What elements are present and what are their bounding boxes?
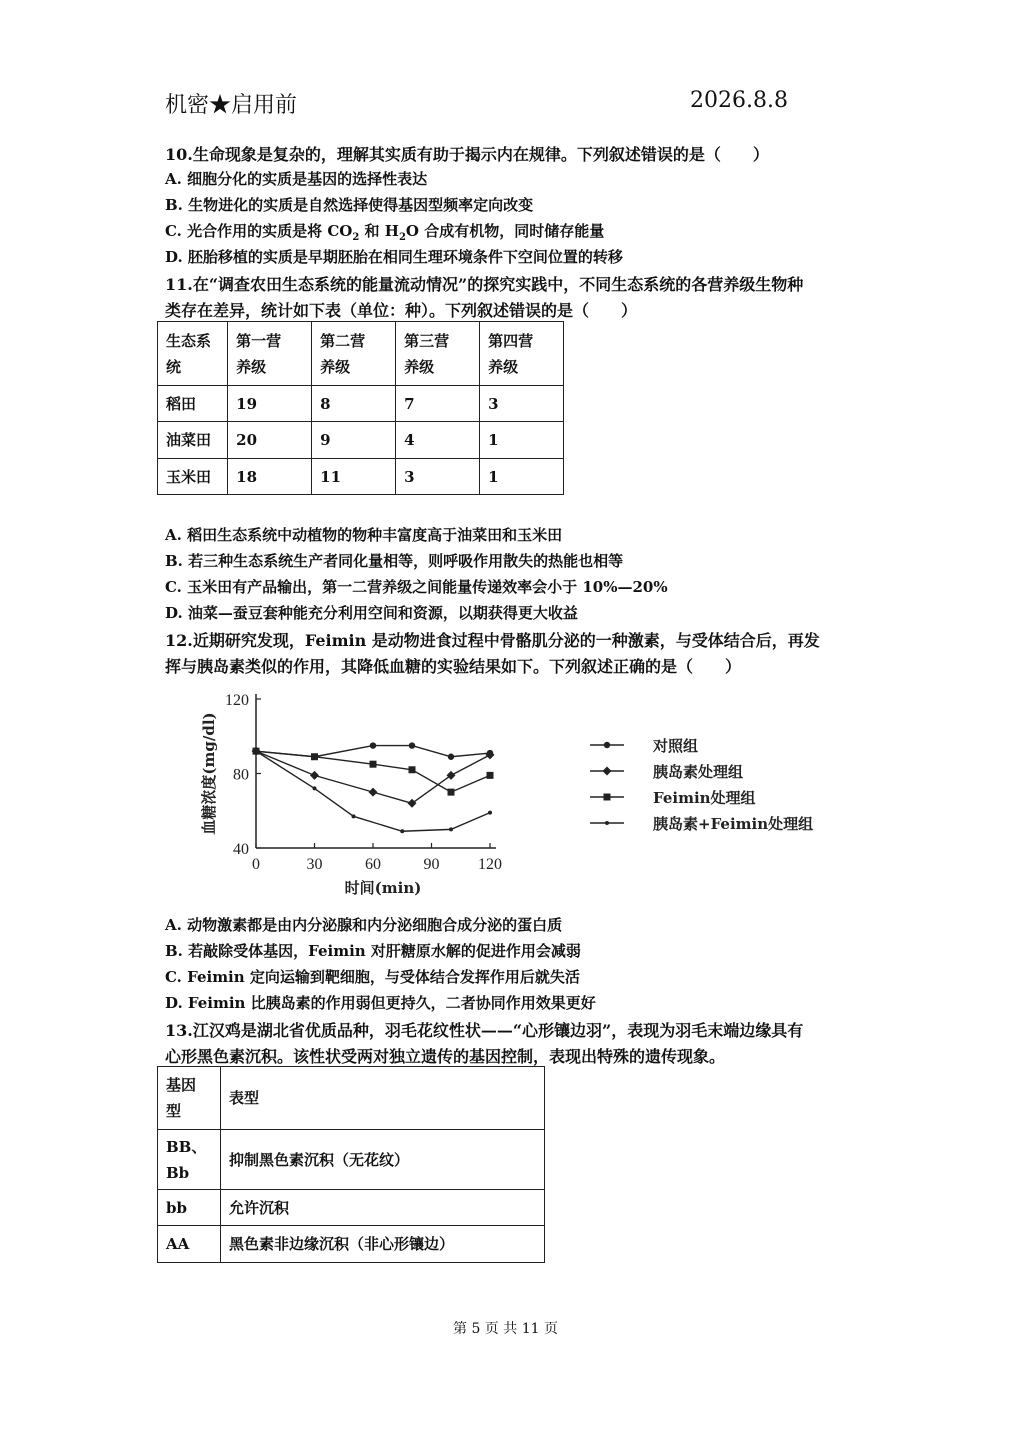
- data-point: [310, 771, 319, 780]
- table-cell: 18: [228, 459, 312, 495]
- table-header-cell: 第三营 养级: [396, 322, 480, 386]
- legend-label: 胰岛素处理组: [653, 763, 744, 781]
- table-cell: 11: [312, 459, 396, 495]
- table-header-cell: 第一营 养级: [228, 322, 312, 386]
- table-cell: 20: [228, 422, 312, 459]
- data-point: [488, 811, 492, 815]
- table-cell: 玉米田: [158, 459, 228, 495]
- q11-option-a: A. 稻田生态系统中动植物的物种丰富度高于油菜田和玉米田: [165, 526, 563, 544]
- table-header-row: [158, 322, 564, 386]
- q13-stem-line1: 13.江汉鸡是湖北省优质品种，羽毛花纹性状——“心形镶边羽”，表现为羽毛末端边缘具有: [165, 1021, 804, 1040]
- data-point: [370, 742, 376, 748]
- table-row: [158, 459, 564, 495]
- y-tick-label: 120: [225, 692, 249, 709]
- data-point: [352, 814, 356, 818]
- table-cell: 允许沉积: [221, 1190, 545, 1226]
- x-tick-label: 0: [252, 856, 260, 873]
- q11-option-b: B. 若三种生态系统生产者同化量相等，则呼吸作用散失的热能也相等: [165, 552, 624, 570]
- table-header-cell: 生态系 统: [158, 322, 228, 386]
- header-date: 2026.8.8: [690, 88, 788, 113]
- q13-table: [157, 1066, 545, 1263]
- table-cell: 19: [228, 386, 312, 422]
- legend-label: 对照组: [653, 737, 699, 755]
- y-axis-label: 血糖浓度(mg/dl): [200, 712, 218, 835]
- series-line: [256, 751, 490, 792]
- y-tick-label: 40: [233, 841, 249, 858]
- table-cell: 3: [396, 459, 480, 495]
- legend-marker: [605, 821, 609, 825]
- table-cell: bb: [158, 1190, 221, 1226]
- table-header-cell: 表型: [221, 1067, 545, 1130]
- table-header-row: [158, 1067, 545, 1130]
- table-row: [158, 386, 564, 422]
- data-point: [370, 761, 377, 768]
- data-point: [486, 750, 495, 759]
- q11-option-d: D. 油菜—蚕豆套种能充分利用空间和资源，以期获得更大收益: [165, 604, 578, 622]
- data-point: [448, 754, 454, 760]
- q12-option-b: B. 若敲除受体基因，Feimin 对肝糖原水解的促进作用会减弱: [165, 942, 581, 960]
- blood-glucose-chart: [150, 680, 870, 910]
- table-row: [158, 1190, 545, 1226]
- q10-option-c: C. 光合作用的实质是将 $CO_2$ 和 $H_2O$ 合成有机物，同时储存能量: [165, 222, 605, 243]
- data-point: [408, 799, 417, 808]
- table-cell: 油菜田: [158, 422, 228, 459]
- data-point: [313, 786, 317, 790]
- legend-label: 胰岛素+Feimin处理组: [653, 815, 814, 833]
- data-point: [409, 742, 415, 748]
- q12-stem-line2: 挥与胰岛素类似的作用，其降低血糖的实验结果如下。下列叙述正确的是（ ）: [165, 657, 742, 676]
- table-cell: 4: [396, 422, 480, 459]
- data-point: [448, 789, 455, 796]
- y-tick-label: 80: [233, 766, 249, 784]
- table-cell: 8: [312, 386, 396, 422]
- table-row: [158, 1226, 545, 1263]
- legend-label: Feimin处理组: [653, 789, 756, 807]
- data-point: [447, 771, 456, 780]
- data-point: [311, 753, 318, 760]
- x-axis-label: 时间(min): [344, 879, 422, 897]
- legend-marker: [603, 767, 612, 776]
- table-cell: 1: [480, 459, 564, 495]
- data-point: [254, 749, 258, 753]
- legend-marker: [604, 794, 611, 801]
- data-point: [409, 766, 416, 773]
- header-left: 机密★启用前: [165, 93, 298, 118]
- x-tick-label: 120: [478, 856, 502, 873]
- data-point: [369, 788, 378, 797]
- q10-option-d: D. 胚胎移植的实质是早期胚胎在相同生理环境条件下空间位置的转移: [165, 248, 623, 266]
- q12-option-a: A. 动物激素都是由内分泌腺和内分泌细胞合成分泌的蛋白质: [165, 916, 563, 934]
- table-header-cell: 第四营 养级: [480, 322, 564, 386]
- q11-stem-line1: 11.在“调查农田生态系统的能量流动情况”的探究实践中，不同生态系统的各营养级生物种: [165, 275, 804, 294]
- q12-option-d: D. Feimin 比胰岛素的作用弱但更持久，二者协同作用效果更好: [165, 994, 596, 1012]
- q10-stem: 10.生命现象是复杂的，理解其实质有助于揭示内在规律。下列叙述错误的是（ ）: [165, 145, 769, 164]
- data-point: [449, 827, 453, 831]
- q11-table: [157, 321, 564, 495]
- table-cell: AA: [158, 1226, 221, 1263]
- table-cell: 7: [396, 386, 480, 422]
- q11-option-c: C. 玉米田有产品输出，第一二营养级之间能量传递效率会小于 10%—20%: [165, 578, 668, 596]
- data-point: [487, 772, 494, 779]
- q11-stem-line2: 类存在差异，统计如下表（单位：种）。下列叙述错误的是（ ）: [165, 301, 638, 320]
- table-cell: 稻田: [158, 386, 228, 422]
- x-tick-label: 60: [365, 856, 381, 873]
- x-tick-label: 90: [423, 856, 440, 873]
- q13-stem-line2: 心形黑色素沉积。该性状受两对独立遗传的基因控制，表现出特殊的遗传现象。: [165, 1047, 726, 1066]
- table-row: [158, 1130, 545, 1190]
- legend-marker: [604, 742, 610, 748]
- table-cell: 抑制黑色素沉积（无花纹）: [221, 1130, 545, 1190]
- page-footer: 第 5 页 共 11 页: [453, 1321, 558, 1337]
- table-cell: 3: [480, 386, 564, 422]
- table-header-cell: 第二营 养级: [312, 322, 396, 386]
- table-cell: BB、 Bb: [158, 1130, 221, 1190]
- data-point: [400, 829, 404, 833]
- q12-option-c: C. Feimin 定向运输到靶细胞，与受体结合发挥作用后就失活: [165, 968, 580, 986]
- table-cell: 9: [312, 422, 396, 459]
- table-row: [158, 422, 564, 459]
- table-cell: 黑色素非边缘沉积（非心形镶边）: [221, 1226, 545, 1263]
- q10-option-b: B. 生物进化的实质是自然选择使得基因型频率定向改变: [165, 196, 534, 214]
- table-header-cell: 基因 型: [158, 1067, 221, 1130]
- q12-stem-line1: 12.近期研究发现，Feimin 是动物进食过程中骨骼肌分泌的一种激素，与受体结合后，再发: [165, 631, 820, 650]
- x-tick-label: 30: [306, 856, 323, 873]
- q10-option-a: A. 细胞分化的实质是基因的选择性表达: [165, 170, 428, 188]
- table-cell: 1: [480, 422, 564, 459]
